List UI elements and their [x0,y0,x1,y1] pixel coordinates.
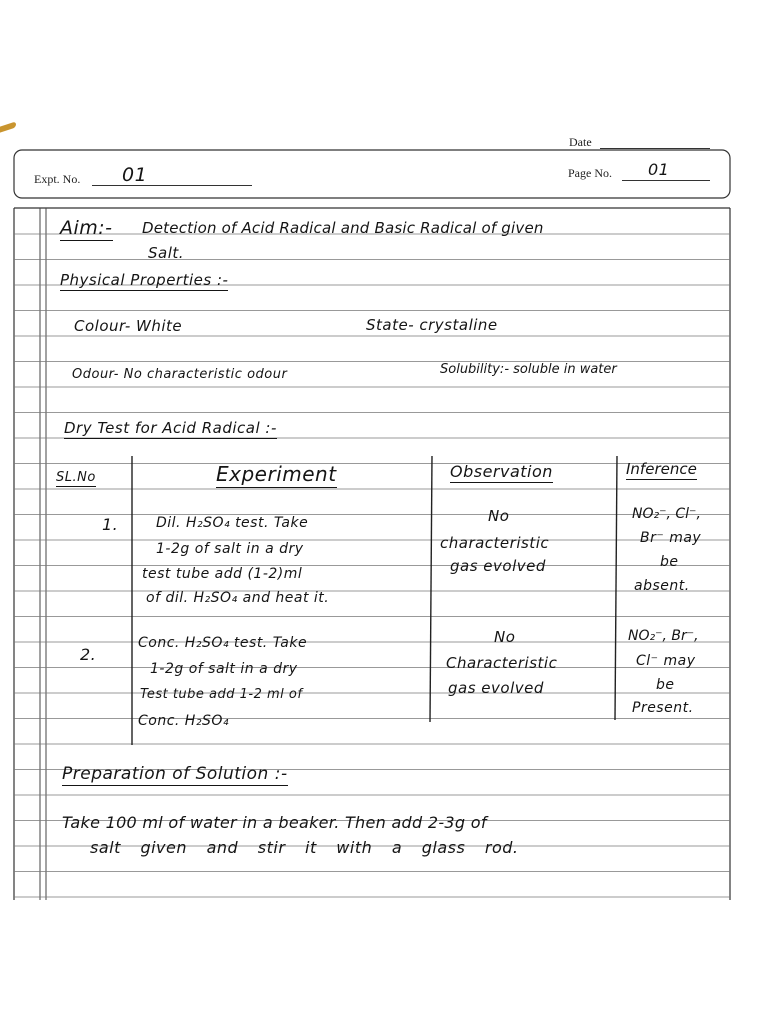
row2-observation-line2: Characteristic [446,654,558,672]
row1-observation-line1: No [488,507,510,525]
row1-experiment-line2: 1-2g of salt in a dry [156,541,304,557]
row1-observation-line3: gas evolved [450,557,546,575]
row2-inference-line3: be [656,677,675,693]
row1-inference-line4: absent. [634,578,690,594]
row1-observation-line2: characteristic [440,534,550,552]
expt-no-line [92,185,252,186]
row1-experiment-line4: of dil. H₂SO₄ and heat it. [146,590,330,606]
odour-text: Odour- No characteristic odour [72,367,288,382]
row2-inference-line1: NO₂⁻, Br⁻, [628,628,699,644]
row2-observation-line1: No [494,628,516,646]
aim-text-line1: Detection of Acid Radical and Basic Radical of given [142,219,544,237]
preparation-line2: salt given and stir it with a glass rod. [90,838,519,857]
page-no-label: Page No. [568,166,612,180]
row1-inference-line1: NO₂⁻, Cl⁻, [632,506,701,522]
date-line [600,148,710,149]
preparation-heading: Preparation of Solution :- [62,764,288,784]
physical-properties-heading: Physical Properties :- [60,271,229,289]
row1-experiment-line3: test tube add (1-2)ml [142,566,303,582]
date-label: Date [569,135,592,149]
row2-observation-line3: gas evolved [448,679,544,697]
col-header-observation: Observation [450,462,553,481]
col-header-experiment: Experiment [216,462,337,486]
row1-inference-line3: be [660,554,679,570]
row2-experiment-line4: Conc. H₂SO₄ [138,713,229,729]
row2-inference-line2: Cl⁻ may [636,653,696,669]
colour-text: Colour- White [74,317,183,335]
dry-test-heading: Dry Test for Acid Radical :- [64,419,277,437]
row1-experiment-line1: Dil. H₂SO₄ test. Take [156,515,309,531]
aim-text-line2: Salt. [148,244,185,262]
row2-slno: 2. [80,645,97,664]
aim-label: Aim:- [60,217,113,239]
row1-inference-line2: Br⁻ may [640,530,702,546]
row2-experiment-line3: Test tube add 1-2 ml of [140,687,303,702]
col-header-slno: SL.No [56,470,96,485]
col-header-inference: Inference [626,460,697,478]
row1-slno: 1. [102,515,119,534]
state-text: State- crystaline [366,316,498,334]
row2-experiment-line2: 1-2g of salt in a dry [150,661,298,677]
expt-no-label: Expt. No. [34,172,81,186]
expt-no-value: 01 [122,164,148,186]
preparation-line1: Take 100 ml of water in a beaker. Then add 2-3g of [62,813,487,832]
solubility-text: Solubility:- soluble in water [440,362,617,377]
row2-experiment-line1: Conc. H₂SO₄ test. Take [138,635,308,651]
page-no-line [622,180,710,181]
page-no-value: 01 [648,160,670,179]
row2-inference-line4: Present. [632,700,694,716]
